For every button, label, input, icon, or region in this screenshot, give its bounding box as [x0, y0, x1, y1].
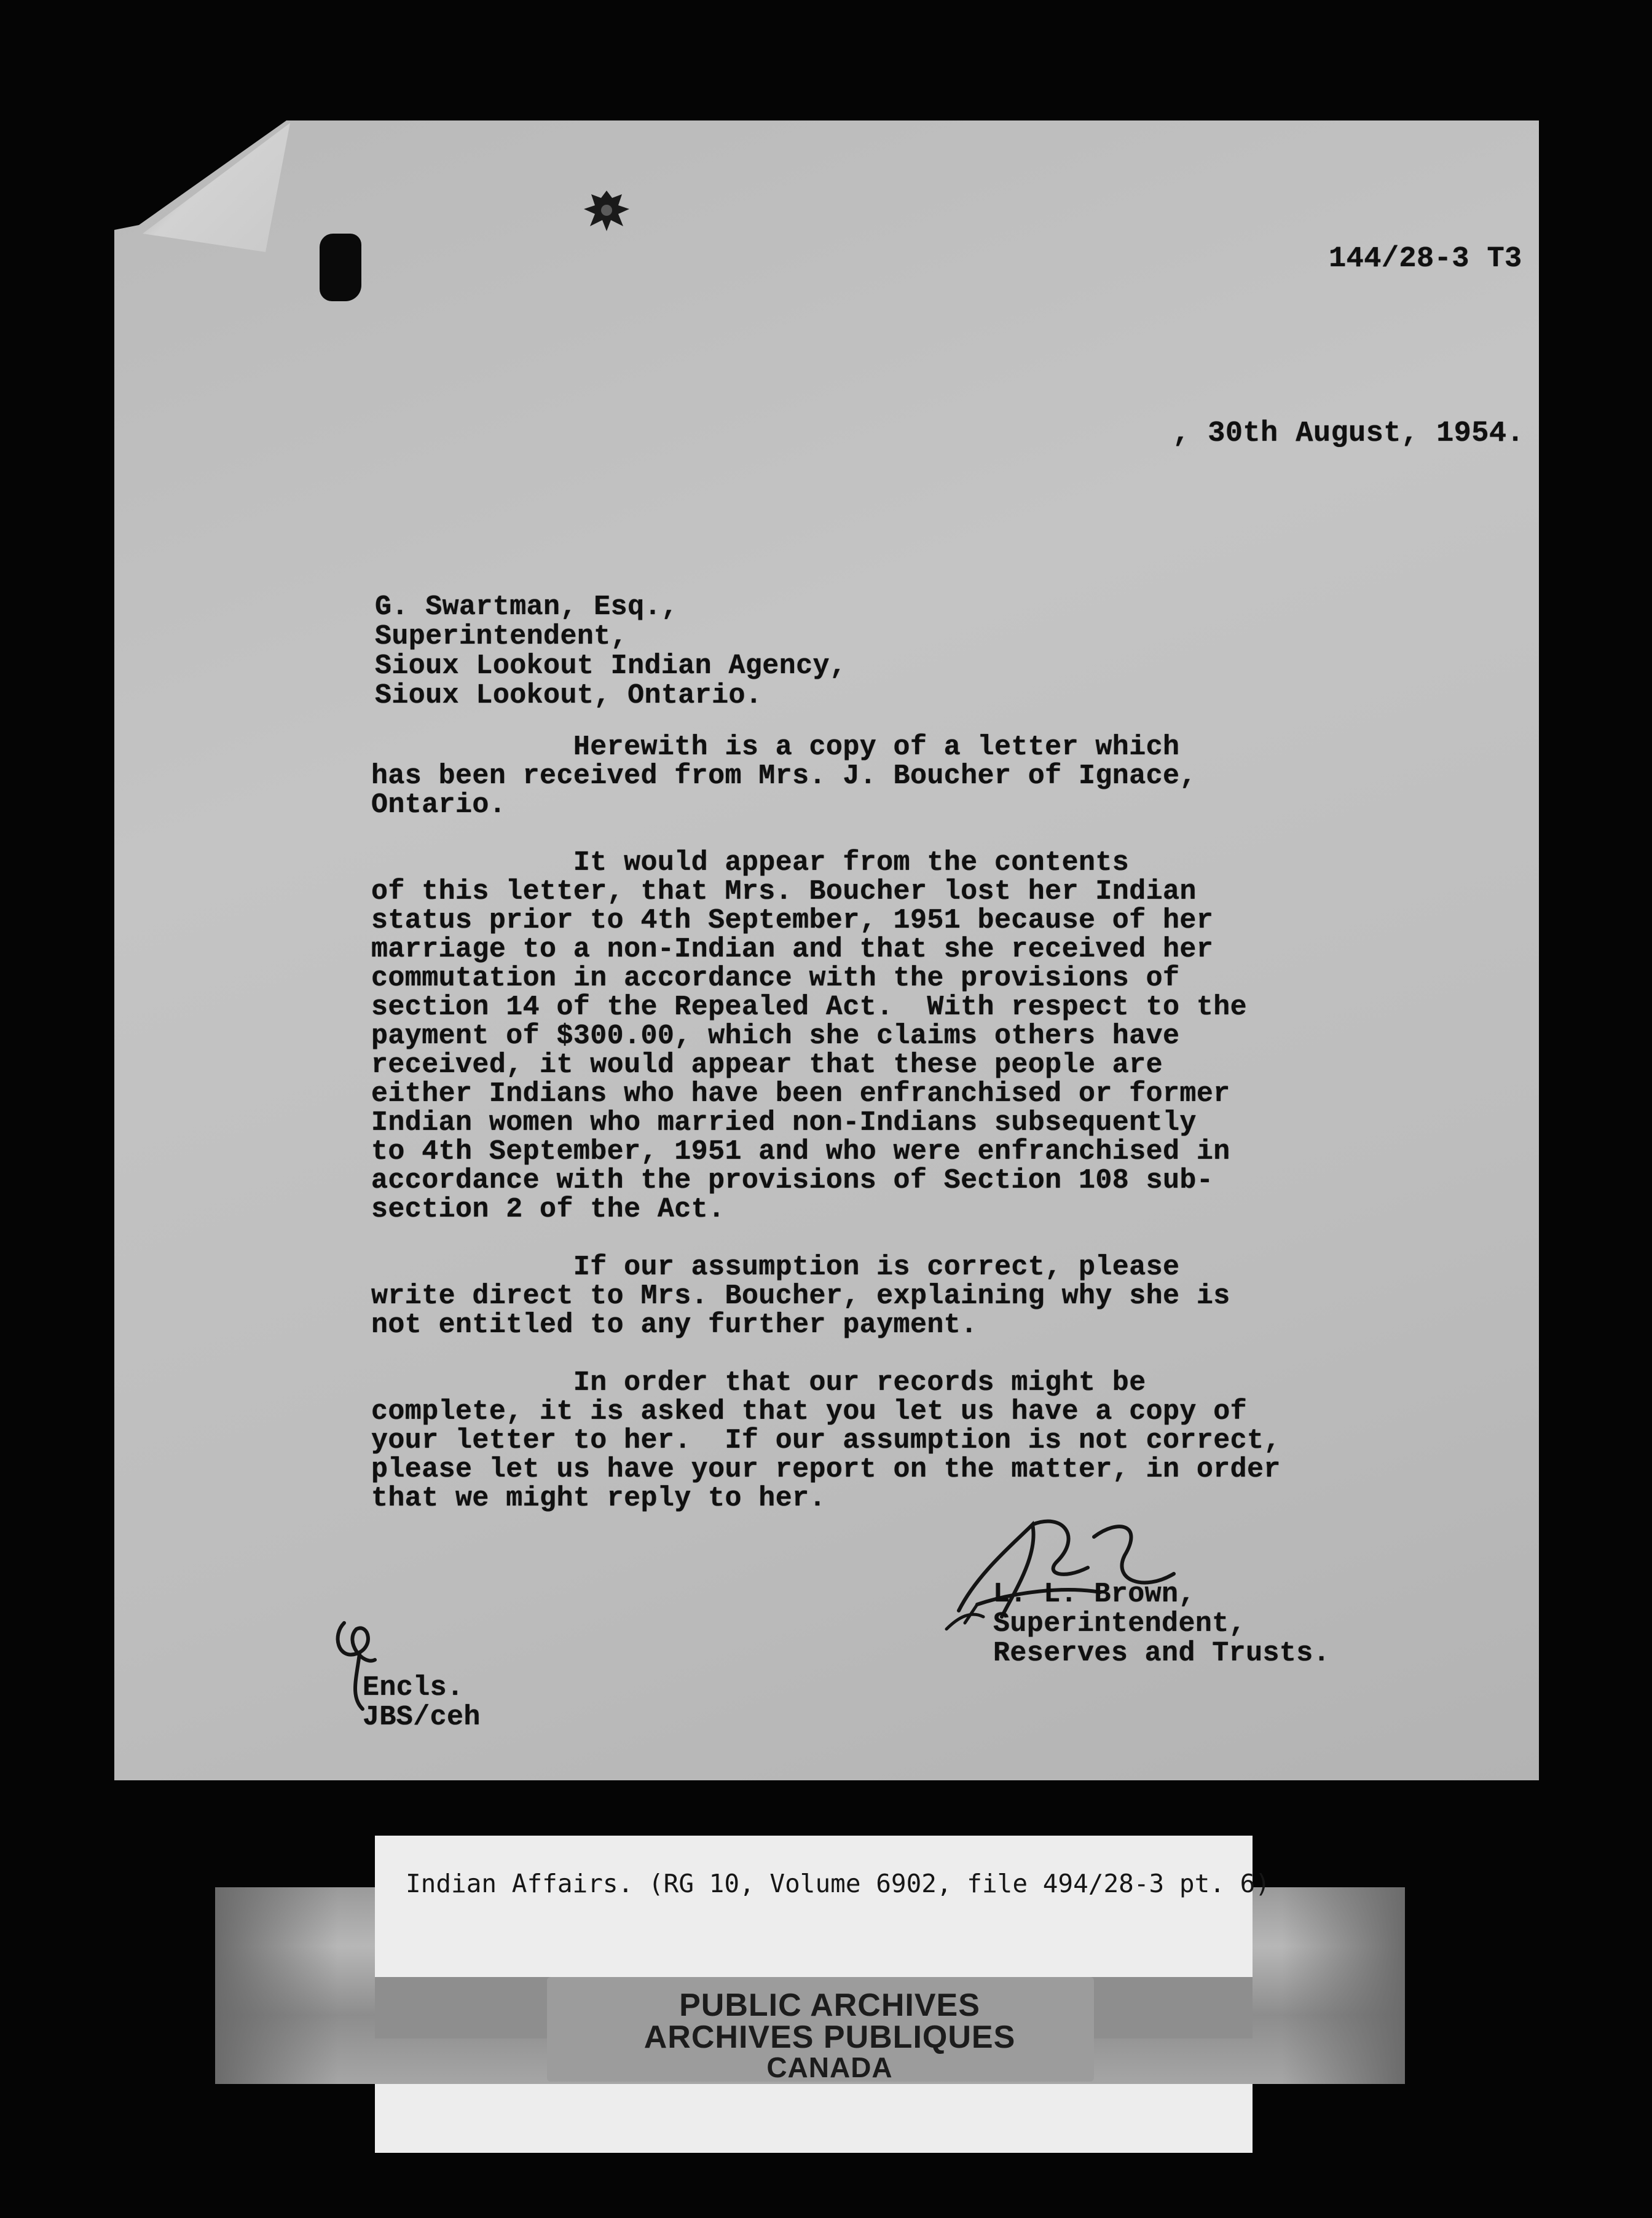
- stamp-line-3: CANADA: [766, 2051, 893, 2083]
- enclosure-initials: Encls. JBS/ceh: [363, 1672, 481, 1733]
- stamp-line-2: ARCHIVES PUBLIQUES: [643, 2019, 1016, 2055]
- letter-date: , 30th August, 1954.: [1173, 417, 1525, 450]
- archive-citation: Indian Affairs. (RG 10, Volume 6902, file 494/28-3 pt. 6): [406, 1869, 1270, 1898]
- addressee-block: G. Swartman, Esq., Superintendent, Sioux Lookout Indian Agency, Sioux Lookout, Ontario.: [375, 591, 847, 711]
- card-bottom-strip: [375, 2084, 1253, 2153]
- band-shadow-left: [215, 1887, 338, 2084]
- citation-card: [375, 1836, 1253, 1978]
- letter-body: Herewith is a copy of a letter which has been received from Mrs. J. Boucher of Ignace, Ontario. It would appear from the contents of this letter, that Mrs. Boucher lost her Indian status prior to 4th September, 1951 because of her marriage to a non-Indian and that she received her commutation in accordance with the provisions of section 14 of the Repealed Act. With respect to the payment of $300.00, which she claims others have received, it would appear that these people are either Indians who have been enfranchised or former Indian women who married non-Indians subsequently to 4th September, 1951 and who were enfranchised in accordance with the provisions of Section 108 sub- section 2 of the Act. If our assumption is correct, please write direct to Mrs. Boucher, explaining why she is not entitled to any further payment. In order that our records might be complete, it is asked that you let us have a copy of your letter to her. If our assumption is not correct, please let us have your report on the matter, in order that we might reply to her.: [371, 732, 1281, 1514]
- file-reference: 144/28-3 T3: [1329, 243, 1522, 275]
- folded-corner: [143, 123, 290, 252]
- punch-hole: [320, 234, 361, 301]
- signature-block: L. L. Brown, Superintendent, Reserves and Trusts.: [993, 1579, 1331, 1669]
- crest-emblem-icon: [580, 188, 633, 234]
- band-shadow-right: [1282, 1887, 1405, 2084]
- stamp-line-1: PUBLIC ARCHIVES: [679, 1987, 980, 2023]
